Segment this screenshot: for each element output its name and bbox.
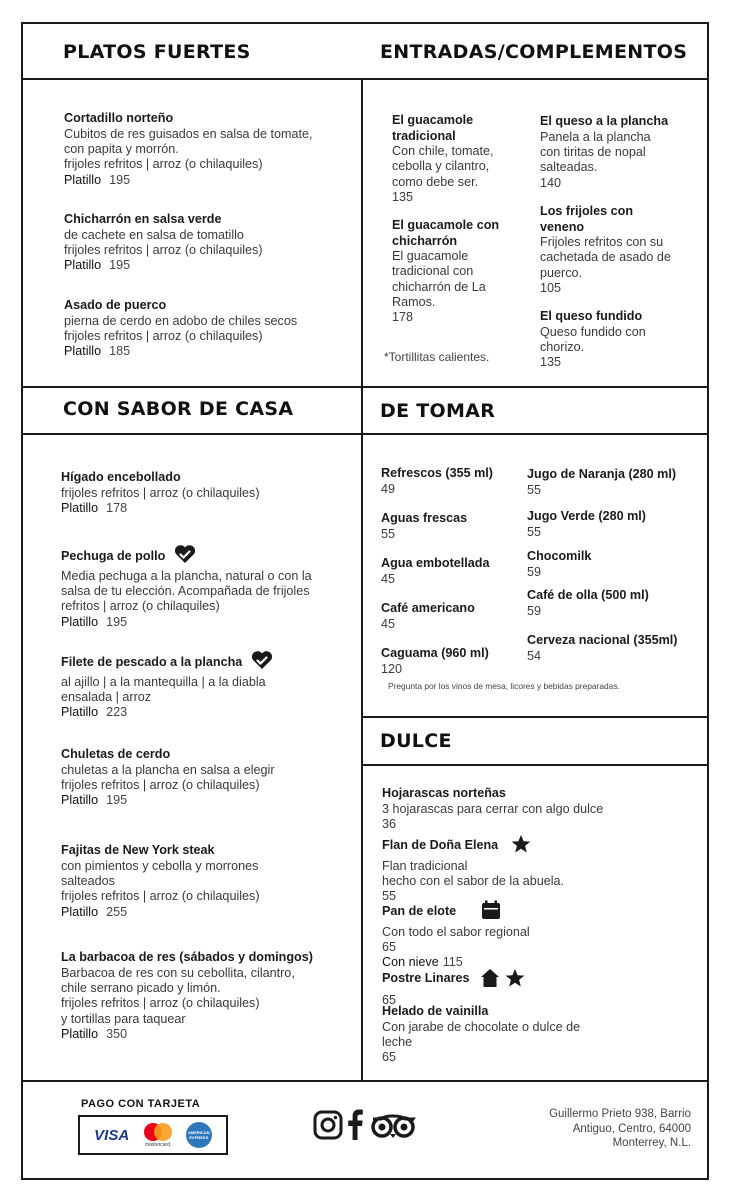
price: 55 <box>527 483 542 497</box>
item-desc: y tortillas para taquear <box>61 1011 186 1026</box>
item-name: Hojarascas norteñas <box>382 786 506 800</box>
item-name: La barbacoa de res (sábados y domingos) <box>61 950 313 964</box>
item-desc: cachetada de asado de <box>540 250 671 265</box>
item-desc: ensalada | arroz <box>61 690 152 705</box>
menu-item <box>540 307 705 371</box>
section-title-entradas: ENTRADAS/COMPLEMENTOS <box>380 41 688 63</box>
item-desc: Media pechuga a la plancha, natural o con la <box>61 569 312 583</box>
item-desc: de cachete en salsa de tomatillo <box>64 228 244 242</box>
item-desc: refritos | arroz (o chilaquiles) <box>61 599 220 614</box>
price: 36 <box>382 817 397 832</box>
price: 195 <box>106 614 128 629</box>
drink-item <box>527 547 705 580</box>
section-title-platos-fuertes: PLATOS FUERTES <box>63 41 251 63</box>
address <box>549 1107 691 1151</box>
item-desc: al ajillo | a la mantequilla | a la diabla <box>61 675 266 689</box>
address-line: Monterrey, N.L. <box>612 1137 691 1149</box>
item-desc: Con jarabe de chocolate o dulce de <box>382 1020 581 1034</box>
item-name: Filete de pescado a la plancha <box>61 655 243 669</box>
menu-item <box>61 650 357 721</box>
menu-item <box>540 202 705 296</box>
tripadvisor-icon[interactable] <box>369 1111 417 1144</box>
item-desc: Cubitos de res guisados en salsa de tomate, <box>64 127 313 141</box>
item-name: Jugo de Naranja (280 ml) <box>527 467 677 481</box>
price: 55 <box>382 889 397 904</box>
home-icon <box>480 968 500 993</box>
item-desc: salteadas. <box>540 160 598 175</box>
item-name: El queso fundido <box>540 309 643 323</box>
item-desc: chicharrón de La <box>392 279 486 294</box>
drink-item <box>527 631 705 664</box>
menu-item <box>64 109 359 188</box>
price: 59 <box>527 565 542 579</box>
dessert-item <box>382 1002 702 1066</box>
price: 223 <box>106 705 128 720</box>
price-label: Platillo <box>61 614 99 629</box>
item-name: Café americano <box>381 601 475 615</box>
mastercard-logo <box>142 1122 174 1148</box>
price: 55 <box>527 525 542 539</box>
menu-item <box>61 948 357 1042</box>
item-desc: frijoles refritos | arroz (o chilaquiles) <box>64 243 263 258</box>
dessert-item <box>382 784 702 832</box>
divider <box>21 1080 709 1082</box>
price: 140 <box>540 175 562 190</box>
item-name: veneno <box>540 220 585 234</box>
price-label: Platillo <box>64 344 102 359</box>
price: 135 <box>540 355 562 370</box>
instagram-icon[interactable] <box>313 1110 343 1145</box>
price: 105 <box>540 280 562 295</box>
item-desc: Con chile, tomate, <box>392 144 494 159</box>
drink-item <box>381 464 521 497</box>
price: 350 <box>106 1026 128 1041</box>
item-name: Fajitas de New York steak <box>61 843 215 857</box>
menu-item <box>392 111 532 205</box>
menu-item <box>61 841 357 920</box>
divider <box>361 764 709 766</box>
price: 55 <box>381 527 396 541</box>
drink-item <box>381 599 521 632</box>
price: 65 <box>382 1050 397 1065</box>
dessert-item <box>382 900 702 971</box>
amex-logo <box>186 1122 212 1148</box>
item-desc: leche <box>382 1035 413 1050</box>
price: 45 <box>381 572 396 586</box>
item-name: Jugo Verde (280 ml) <box>527 509 646 523</box>
item-name: Caguama (960 ml) <box>381 646 489 660</box>
drink-item <box>527 586 705 619</box>
item-desc: con tiritas de nopal <box>540 145 646 160</box>
item-name: tradicional <box>392 129 456 143</box>
calendar-icon <box>481 900 501 925</box>
price: 115 <box>442 955 463 970</box>
drink-item <box>381 644 521 677</box>
item-desc: con pimientos y cebolla y morrones <box>61 859 259 873</box>
item-name: Refrescos (355 ml) <box>381 466 493 480</box>
amex-text: AMERICAN EXPRESS <box>188 1130 210 1140</box>
address-line: Antiguo, Centro, 64000 <box>572 1122 691 1135</box>
price-label: Platillo <box>61 1026 99 1041</box>
price-label: Platillo <box>61 904 99 919</box>
item-desc: frijoles refritos | arroz (o chilaquiles) <box>61 486 260 500</box>
drink-item <box>527 465 705 498</box>
item-name: Chuletas de cerdo <box>61 747 171 761</box>
price: 185 <box>109 344 131 359</box>
item-desc: como debe ser. <box>392 174 479 189</box>
drinks-note: Pregunta por los vinos de mesa, licores y bebidas preparadas. <box>388 681 620 691</box>
menu-item <box>61 745 357 809</box>
item-desc: hecho con el sabor de la abuela. <box>382 874 565 889</box>
item-desc: chorizo. <box>540 340 585 355</box>
tortillitas-note: *Tortillitas calientes. <box>384 350 490 364</box>
divider <box>21 433 709 435</box>
item-name: Flan de Doña Elena <box>382 838 499 852</box>
item-desc: tradicional con <box>392 264 474 279</box>
item-name: Pechuga de pollo <box>61 549 166 563</box>
dessert-item <box>382 834 702 905</box>
item-desc: frijoles refritos | arroz (o chilaquiles) <box>64 329 263 344</box>
price: 178 <box>106 501 128 516</box>
price: 65 <box>382 940 397 955</box>
item-desc: frijoles refritos | arroz (o chilaquiles) <box>64 157 263 172</box>
item-desc: con papita y morrón. <box>64 142 179 157</box>
item-name: El guacamole con <box>392 218 500 232</box>
item-name: Cerveza nacional (355ml) <box>527 633 678 647</box>
item-desc: Flan tradicional <box>382 859 468 873</box>
price-label: Platillo <box>61 501 99 516</box>
price: 255 <box>106 904 128 919</box>
mastercard-text: mastercard <box>144 1142 170 1148</box>
price: 135 <box>392 189 414 204</box>
item-desc: salsa de tu elección. Acompañada de frijoles <box>61 584 310 599</box>
drink-item <box>381 554 521 587</box>
section-title-con-sabor: CON SABOR DE CASA <box>63 398 294 420</box>
item-desc: Queso fundido con <box>540 325 646 339</box>
menu-item <box>61 544 357 630</box>
menu-item <box>64 210 359 274</box>
heart-icon <box>250 650 274 675</box>
item-name: Agua embotellada <box>381 556 490 570</box>
price: 59 <box>527 604 542 618</box>
item-desc: Frijoles refritos con su <box>540 235 664 250</box>
divider <box>361 716 709 718</box>
item-desc: chile serrano picado y limón. <box>61 981 221 996</box>
item-name: Café de olla (500 ml) <box>527 588 649 602</box>
section-title-de-tomar: DE TOMAR <box>380 400 496 422</box>
price-label: Platillo <box>64 172 102 187</box>
item-name: Aguas frescas <box>381 511 468 525</box>
item-desc: frijoles refritos | arroz (o chilaquiles) <box>61 996 260 1011</box>
item-desc: Barbacoa de res con su cebollita, cilantro, <box>61 966 295 980</box>
item-name: Cortadillo norteño <box>64 111 174 125</box>
divider <box>21 78 709 80</box>
menu-item <box>64 296 359 360</box>
price: 178 <box>392 310 414 325</box>
divider <box>361 78 363 1081</box>
price: 49 <box>381 482 396 496</box>
price: 195 <box>106 793 128 808</box>
star-icon <box>511 834 531 859</box>
price-label: Platillo <box>61 793 99 808</box>
visa-logo: VISA <box>94 1126 130 1144</box>
item-name: Postre Linares <box>382 971 470 985</box>
divider <box>21 386 709 388</box>
heart-icon <box>173 544 197 569</box>
item-desc: puerco. <box>540 265 583 280</box>
item-name: El guacamole <box>392 113 474 127</box>
item-desc: cebolla y cilantro, <box>392 159 490 174</box>
price: 54 <box>527 649 542 663</box>
payment-cards <box>78 1115 228 1155</box>
item-desc: frijoles refritos | arroz (o chilaquiles) <box>61 778 260 793</box>
item-desc: El guacamole <box>392 249 469 264</box>
item-name: Pan de elote <box>382 904 457 918</box>
payment-title: PAGO CON TARJETA <box>81 1098 201 1110</box>
section-title-dulce: DULCE <box>380 730 452 752</box>
item-desc: salteados <box>61 874 115 889</box>
price: 45 <box>381 617 396 631</box>
price-label: Con nieve <box>382 955 439 970</box>
item-name: El queso a la plancha <box>540 114 669 128</box>
menu-item <box>61 468 357 516</box>
price-label: Platillo <box>64 258 102 273</box>
item-name: Chocomilk <box>527 549 592 563</box>
drink-item <box>381 509 521 542</box>
drink-item <box>527 507 705 540</box>
item-desc: Ramos. <box>392 294 436 309</box>
item-name: Hígado encebollado <box>61 470 181 484</box>
price: 195 <box>109 172 131 187</box>
item-name: chicharrón <box>392 234 458 248</box>
item-desc: chuletas a la plancha en salsa a elegir <box>61 763 275 777</box>
item-desc: frijoles refritos | arroz (o chilaquiles) <box>61 889 260 904</box>
star-icon <box>505 968 525 993</box>
item-desc: Panela a la plancha <box>540 130 651 144</box>
item-name: Los frijoles con <box>540 204 634 218</box>
price-label: Platillo <box>61 705 99 720</box>
item-desc: 3 hojarascas para cerrar con algo dulce <box>382 802 604 816</box>
item-name: Helado de vainilla <box>382 1004 489 1018</box>
menu-item <box>540 112 705 191</box>
price: 65 <box>382 993 397 1007</box>
item-name: Chicharrón en salsa verde <box>64 212 222 226</box>
price: 195 <box>109 258 131 273</box>
item-desc: pierna de cerdo en adobo de chiles secos <box>64 314 298 328</box>
item-desc: Con todo el sabor regional <box>382 925 530 939</box>
address-line: Guillermo Prieto 938, Barrio <box>549 1108 691 1120</box>
item-name: Asado de puerco <box>64 298 167 312</box>
menu-item <box>392 216 532 325</box>
facebook-icon[interactable] <box>346 1108 364 1145</box>
price: 120 <box>381 662 403 676</box>
